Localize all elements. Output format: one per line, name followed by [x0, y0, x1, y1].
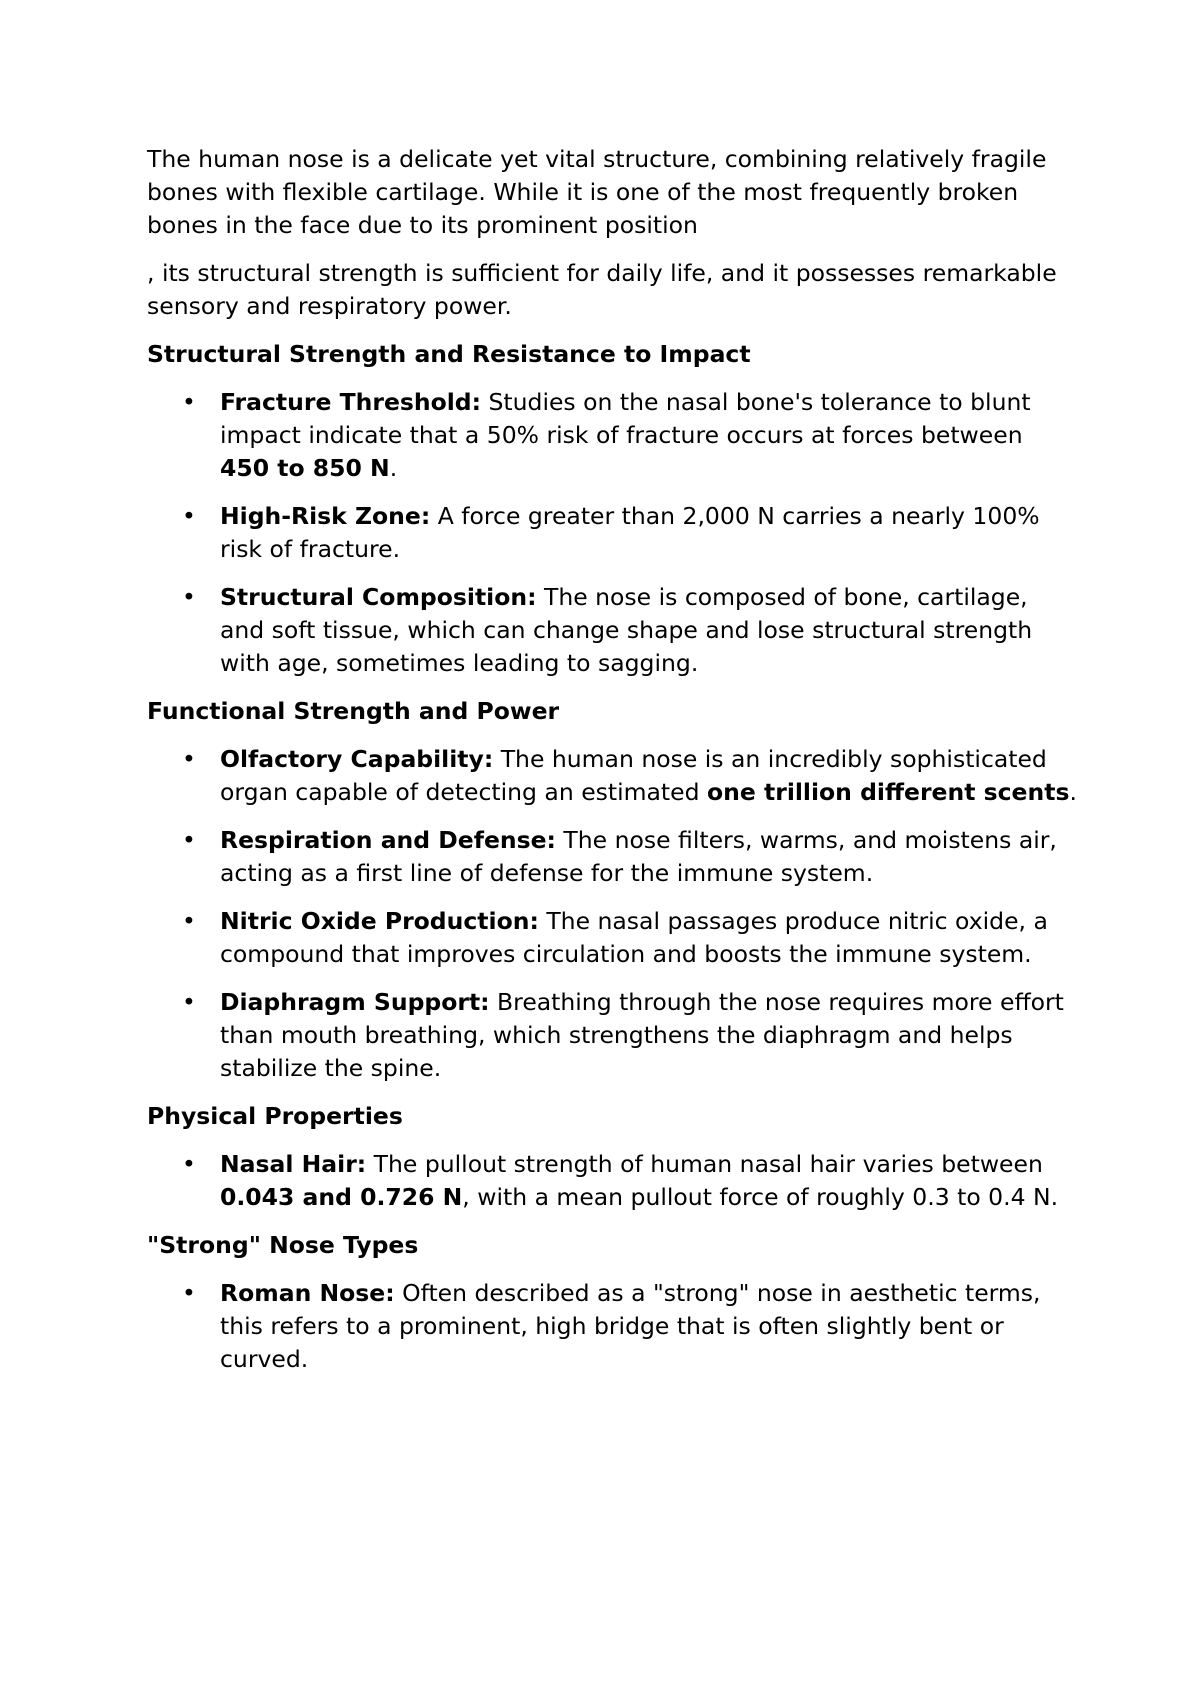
item-text: The nose is composed of bone, cartilage, and soft tissue, which can change shape and lose structural strength with age, sometimes leading to sagging.: [220, 583, 1033, 677]
item-label: Olfactory Capability:: [220, 745, 494, 773]
item-text: Often described as a "strong" nose in aesthetic terms, this refers to a prominent, high bridge that is often slightly bent or curved.: [220, 1279, 1041, 1373]
list-item: [147, 1148, 1077, 1214]
bullet-icon: •: [182, 502, 196, 530]
item-text: .: [1069, 778, 1077, 806]
item-label: Structural Composition:: [220, 583, 537, 611]
intro-paragraph-2: , its structural strength is sufficient for daily life, and it possesses remarkable sensory and respiratory power.: [147, 259, 1057, 320]
section-heading-functional-strength: Functional Strength and Power: [147, 697, 560, 725]
item-label: Diaphragm Support:: [220, 988, 490, 1016]
item-emphasis: one trillion different scents: [707, 778, 1070, 806]
item-text: Breathing through the nose requires more effort than mouth breathing, which strengthens the diaphragm and helps stabilize the spine.: [220, 988, 1064, 1082]
list-item: [147, 500, 1077, 566]
section-heading-structural-strength: Structural Strength and Resistance to Impact: [147, 340, 751, 368]
list-item: [147, 824, 1077, 890]
item-text: The nasal passages produce nitric oxide, a compound that improves circulation and boosts the immune system.: [220, 907, 1048, 968]
item-label: Roman Nose:: [220, 1279, 395, 1307]
item-label: Nasal Hair:: [220, 1150, 367, 1178]
list-item: [147, 1277, 1077, 1376]
bullet-list-functional-strength: [147, 743, 1077, 1085]
item-text: The human nose is an incredibly sophisticated organ capable of detecting an estimated: [220, 745, 1047, 806]
section-heading-strong-nose-types: "Strong" Nose Types: [147, 1231, 419, 1259]
intro-paragraph-1: The human nose is a delicate yet vital structure, combining relatively fragile bones with flexible cartilage. While it is one of the most frequently broken bones in the face due to its prominent position: [147, 145, 1047, 239]
item-label: Respiration and Defense:: [220, 826, 556, 854]
list-item: [147, 905, 1077, 971]
item-text: The nose filters, warms, and moistens air, acting as a first line of defense for the immune system.: [220, 826, 1057, 887]
item-label: Fracture Threshold:: [220, 388, 482, 416]
item-text: , with a mean pullout force of roughly 0.3 to 0.4 N.: [462, 1183, 1059, 1211]
item-emphasis: 0.043 and 0.726 N: [220, 1183, 463, 1211]
item-emphasis: 450 to 850 N: [220, 454, 390, 482]
bullet-icon: •: [182, 907, 196, 935]
bullet-icon: •: [182, 745, 196, 773]
item-text: The pullout strength of human nasal hair varies between: [366, 1150, 1043, 1178]
bullet-icon: •: [182, 1150, 196, 1178]
bullet-icon: •: [182, 826, 196, 854]
item-text: A force greater than 2,000 N carries a nearly 100% risk of fracture.: [220, 502, 1040, 563]
bullet-list-structural-strength: [147, 386, 1077, 680]
document-page: [147, 143, 1077, 1391]
bullet-icon: •: [182, 988, 196, 1016]
bullet-icon: •: [182, 583, 196, 611]
bullet-icon: •: [182, 1279, 196, 1307]
list-item: [147, 386, 1077, 485]
bullet-icon: •: [182, 388, 196, 416]
list-item: [147, 581, 1077, 680]
bullet-list-strong-nose-types: [147, 1277, 1077, 1376]
item-label: Nitric Oxide Production:: [220, 907, 539, 935]
list-item: [147, 986, 1077, 1085]
item-text: Studies on the nasal bone's tolerance to blunt impact indicate that a 50% risk of fracture occurs at forces between: [220, 388, 1031, 449]
item-text: .: [389, 454, 398, 482]
item-label: High-Risk Zone:: [220, 502, 431, 530]
list-item: [147, 743, 1077, 809]
section-heading-physical-properties: Physical Properties: [147, 1102, 403, 1130]
bullet-list-physical-properties: [147, 1148, 1077, 1214]
